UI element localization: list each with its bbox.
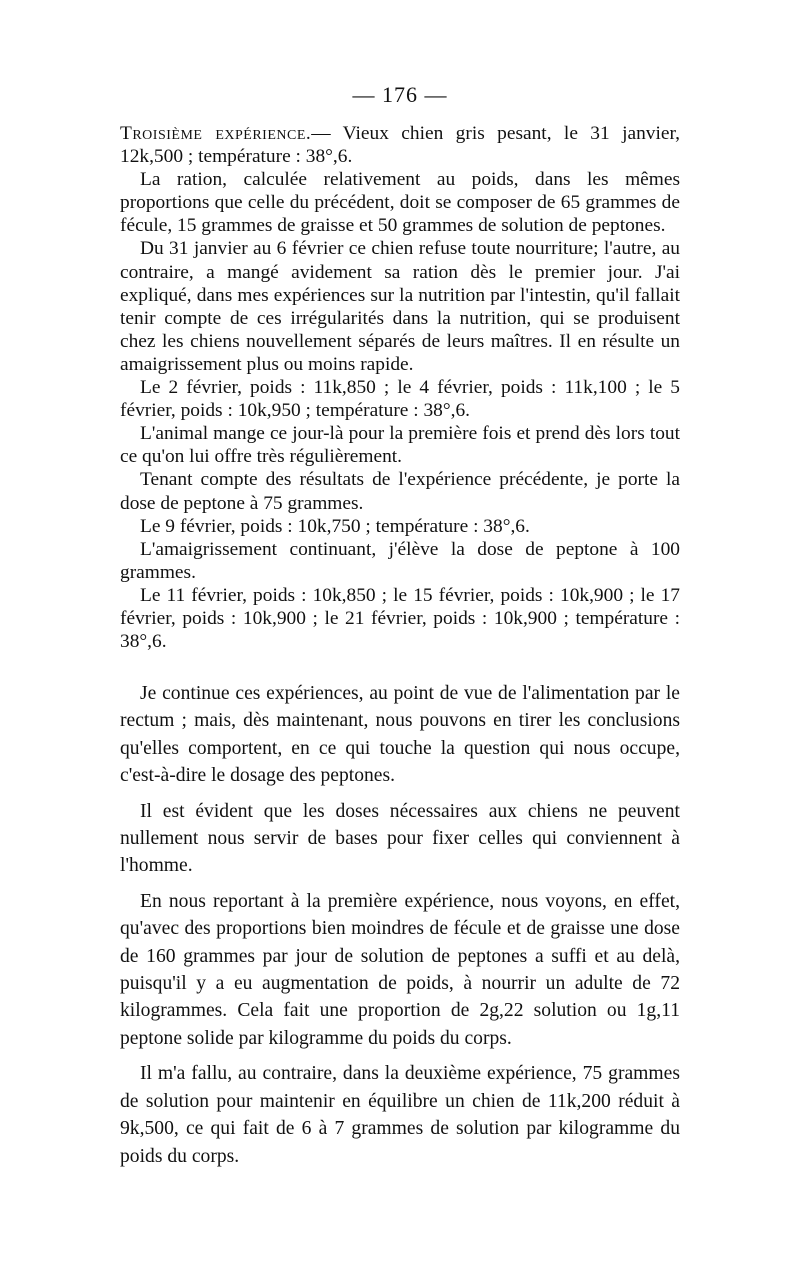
section-heading: Troisième expérience. [120,123,312,144]
paragraph-text: — Vieux chien gris pesant, le 31 janvier, 12k,500 ; température : 38°,6. [120,123,680,168]
paragraph: En nous reportant à la première expérience, nous voyons, en effet, qu'avec des proportions bien moindres de fécule et de graisse une dose de 160 grammes par jour de solution de peptones a suffi et au delà, puisqu'il y a eu augmentation de poids, à nourrir un adulte de 72 kilogrammes. Cela fait une proportion de 2g,22 solution ou 1g,11 peptone solide par kilogramme du poids du corps. [120,890,680,1049]
experiment-section [120,122,680,653]
paragraph: Je continue ces expériences, au point de vue de l'alimentation par le rectum ; mais, dès maintenant, nous pouvons en tirer les conclusions qu'elles comportent, en ce qui touche la question qui nous occupe, c'est-à-dire le dosage des peptones. [120,683,680,787]
paragraph: Le 2 février, poids : 11k,850 ; le 4 février, poids : 11k,100 ; le 5 février, poids : 10k,950 ; température : 38°,6. [120,377,680,422]
paragraph: Il m'a fallu, au contraire, dans la deuxième expérience, 75 grammes de solution pour maintenir en équilibre un chien de 11k,200 réduit à 9k,500, ce qui fait de 6 à 7 grammes de solution par kilogramme du poids du corps. [120,1063,680,1167]
paragraph: L'amaigrissement continuant, j'élève la dose de peptone à 100 grammes. [120,538,680,583]
paragraph: Il est évident que les doses nécessaires aux chiens ne peuvent nullement nous servir de bases pour fixer celles qui conviennent à l'homme. [120,800,680,877]
paragraph: Le 9 février, poids : 10k,750 ; température : 38°,6. [140,515,530,537]
paragraph: L'animal mange ce jour-là pour la première fois et prend dès lors tout ce qu'on lui offre très régulièrement. [120,423,680,468]
paragraph [120,122,680,168]
page-number: — 176 — [352,82,448,107]
paragraph: La ration, calculée relativement au poids, dans les mêmes proportions que celle du précédent, doit se composer de 65 grammes de fécule, 15 grammes de graisse et 50 grammes de solution de peptones. [120,169,680,237]
paragraph: Du 31 janvier au 6 février ce chien refuse toute nourriture; l'autre, au contraire, a mangé avidement sa ration dès le premier jour. J'ai expliqué, dans mes expériences sur la nutrition par l'intestin, qu'il fallait tenir compte de ces irrégularités dans la nutrition, qui se produisent chez les chiens nouvellement séparés de leurs maîtres. Il en résulte un amaigrissement plus ou moins rapide. [120,238,680,375]
paragraph: Le 11 février, poids : 10k,850 ; le 15 février, poids : 10k,900 ; le 17 février, poids : 10k,900 ; le 21 février, poids : 10k,900 ; température : 38°,6. [120,584,680,653]
paragraph: Tenant compte des résultats de l'expérience précédente, je porte la dose de peptone à 75 grammes. [120,469,680,514]
conclusion-section [120,680,680,1170]
